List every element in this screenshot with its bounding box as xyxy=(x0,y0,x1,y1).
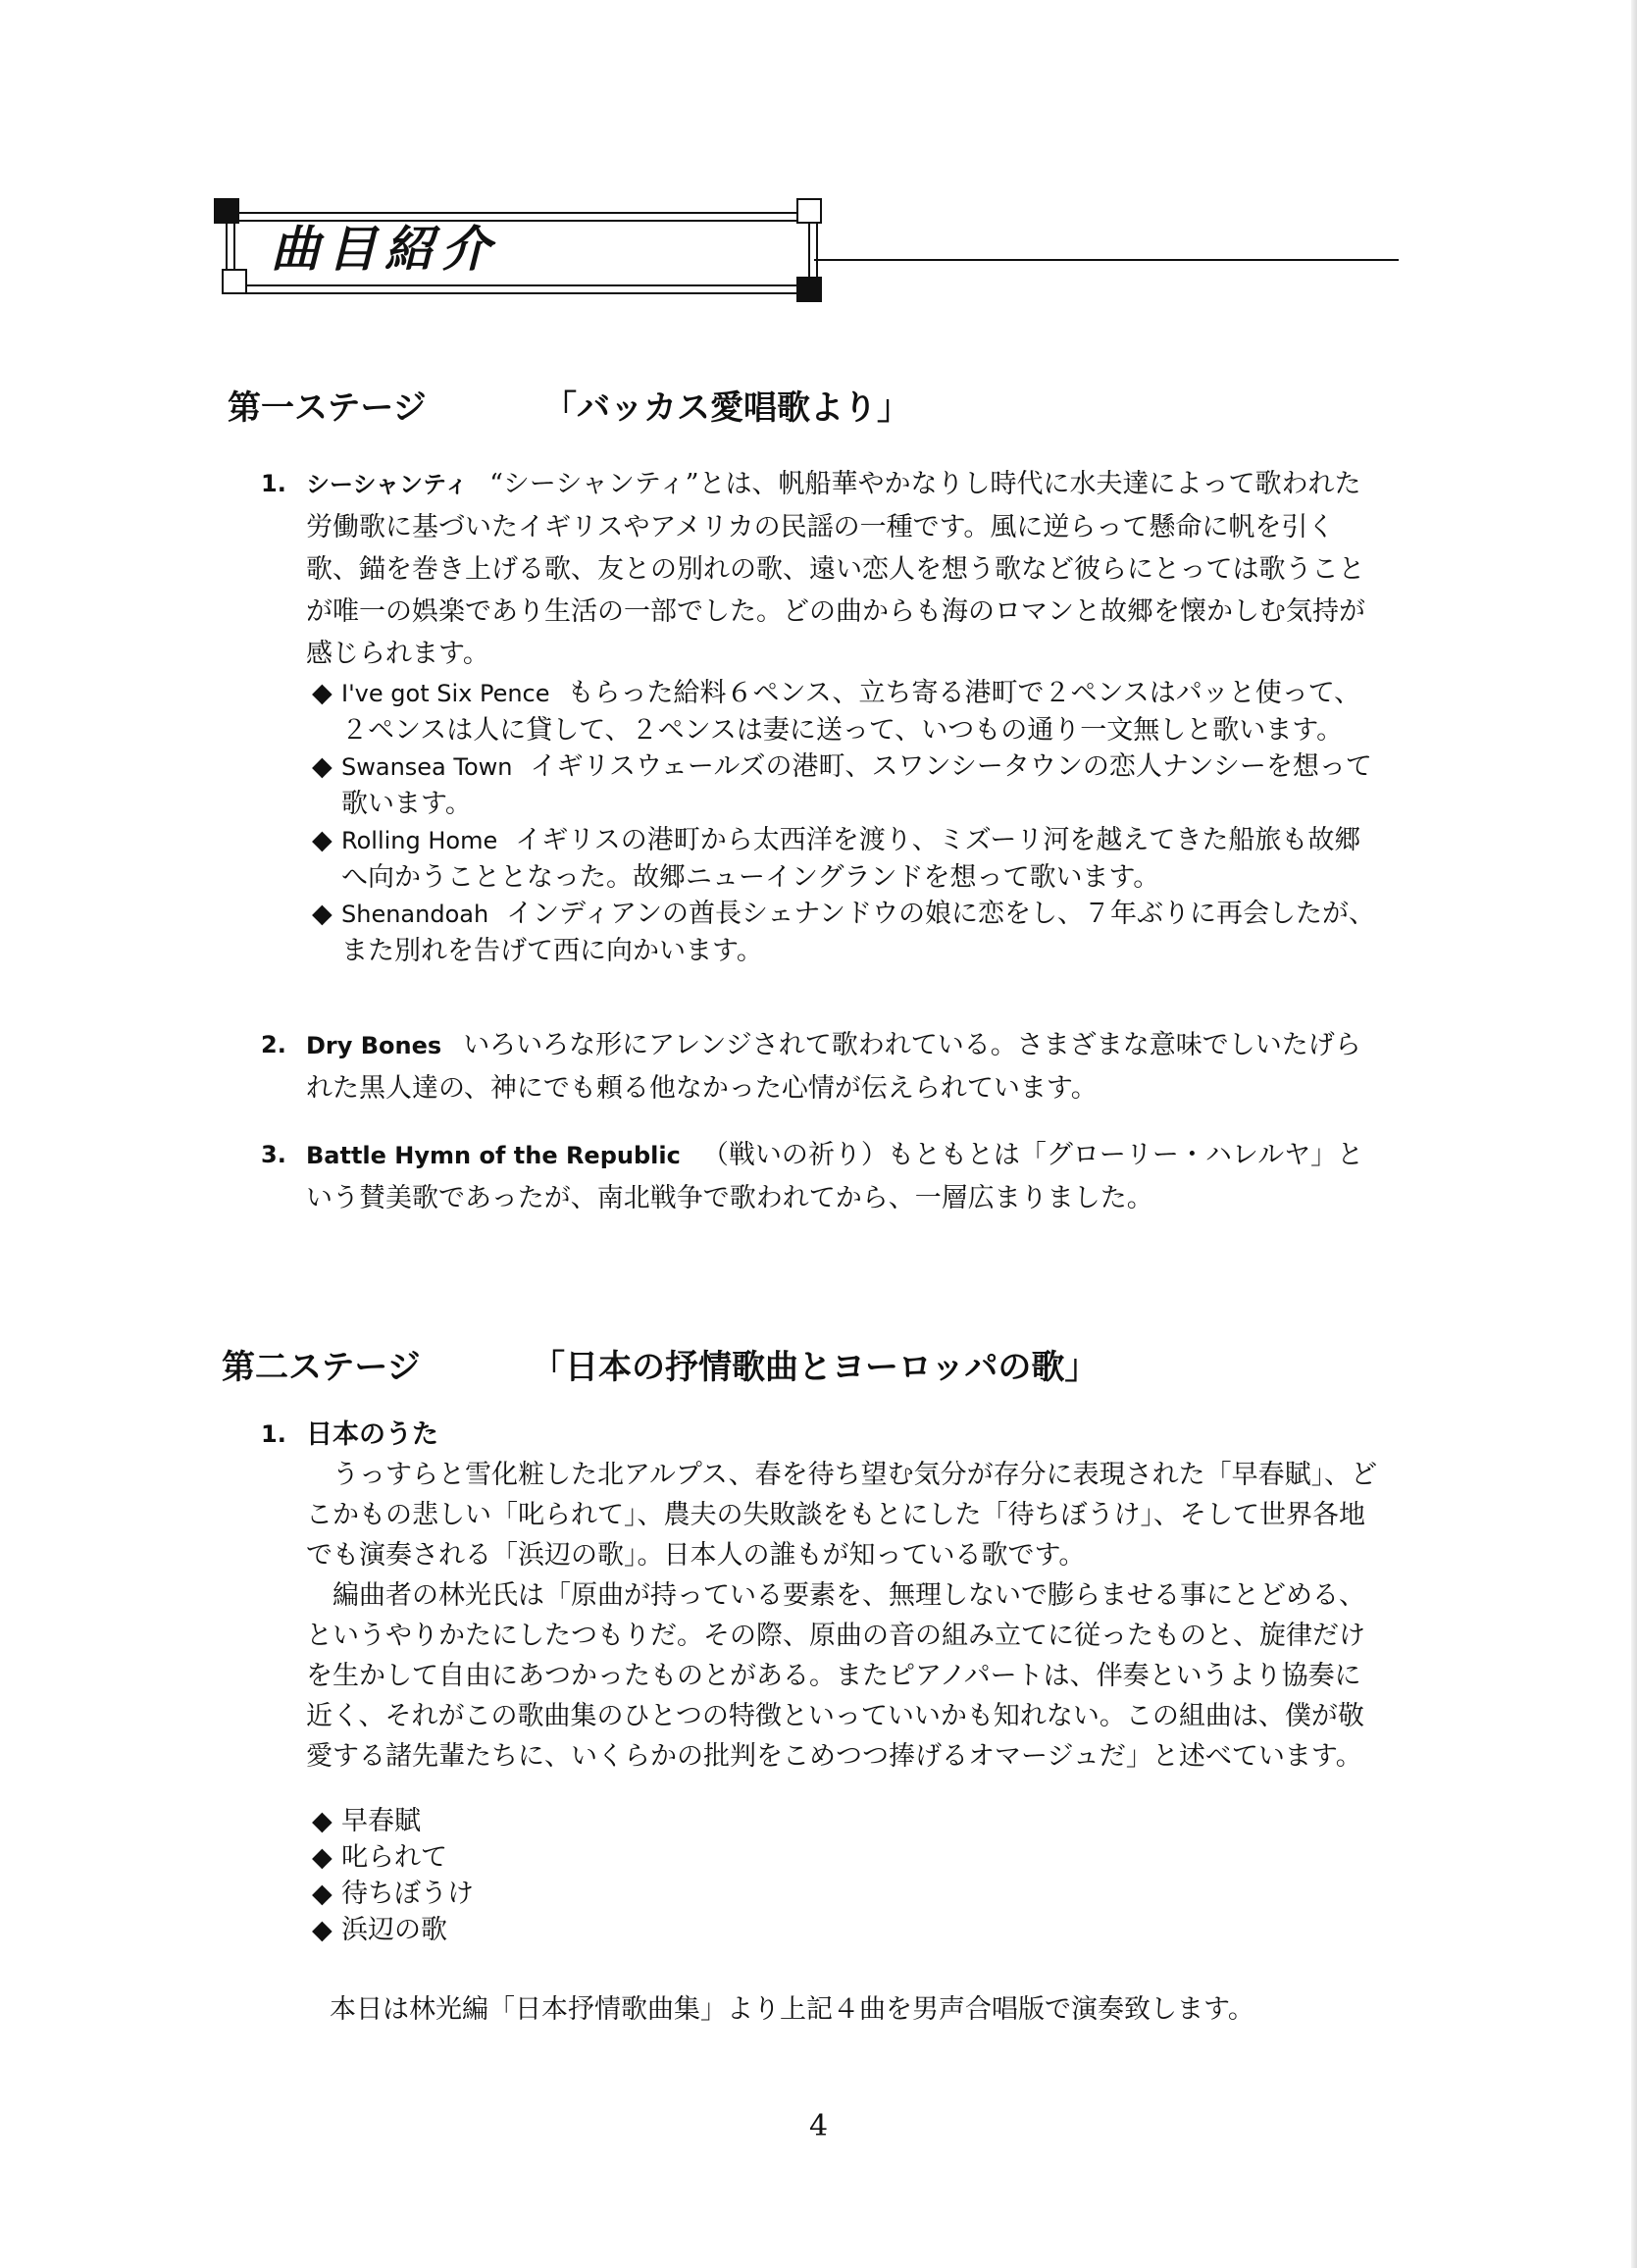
list-item xyxy=(312,748,1385,822)
item-number: 3. xyxy=(261,1141,286,1168)
item-title: シーシャンティ xyxy=(306,471,469,498)
corner-square-black xyxy=(214,198,239,224)
item-title: Battle Hymn of the Republic xyxy=(306,1142,681,1169)
item-title: 日本のうた xyxy=(306,1419,438,1450)
diamond-bullet-icon: ◆ xyxy=(312,899,333,929)
stage1-heading xyxy=(228,381,910,429)
item-body: （戦いの祈り）もともとは「グローリー・ハレルヤ」という賛美歌であったが、南北戦争で歌われてから、一層広まりました。 xyxy=(306,1140,1364,1213)
stage1-item-3 xyxy=(261,1134,1385,1219)
item-number: 2. xyxy=(261,1031,286,1058)
song-title: Shenandoah xyxy=(341,901,489,928)
list-item xyxy=(312,675,1385,748)
stage1-item-2 xyxy=(261,1024,1385,1109)
diamond-bullet-icon: ◆ xyxy=(312,825,333,855)
corner-square-black xyxy=(796,277,822,302)
list-item xyxy=(312,896,1385,969)
list-item xyxy=(312,1839,474,1876)
song-title: 浜辺の歌 xyxy=(341,1915,447,1945)
page-edge xyxy=(1631,0,1637,2268)
song-title: I've got Six Pence xyxy=(341,680,550,707)
stage2-name: 「日本の抒情歌曲とヨーロッパの歌」 xyxy=(532,1348,1099,1387)
item-title: Dry Bones xyxy=(306,1032,442,1059)
song-title: Rolling Home xyxy=(341,827,498,854)
diamond-bullet-icon: ◆ xyxy=(312,1879,333,1909)
list-item xyxy=(312,822,1385,896)
corner-square-white xyxy=(796,198,822,224)
item-body: “シーシャンティ”とは、帆船華やかなりし時代に水夫達によって歌われた労働歌に基づいたイギリスやアメリカの民謡の一種です。風に逆らって懸命に帆を引く歌、錨を巻き上げる歌、友との別れの歌、遠い恋人を想う歌など彼らにとっては歌うことが唯一の娯楽であり生活の一部でした。どの曲からも海のロマンと故郷を懐かしむ気持が感じられます。 xyxy=(306,469,1365,669)
stage2-song-list xyxy=(312,1803,474,1948)
diamond-bullet-icon: ◆ xyxy=(312,678,333,708)
page-title: 曲目紹介 xyxy=(271,220,498,278)
stage2-item-1 xyxy=(261,1415,1385,1777)
item-number: 1. xyxy=(261,470,286,497)
diamond-bullet-icon: ◆ xyxy=(312,751,333,782)
item-body: いろいろな形にアレンジされて歌われている。さまざまな意味でしいたげられた黒人達の、神にでも頼る他なかった心情が伝えられています。 xyxy=(306,1030,1361,1104)
item-paragraph: うっすらと雪化粧した北アルプス、春を待ち望む気分が存分に表現された「早春賦」、どこかもの悲しい「叱られて」、農夫の失敗談をもとにした「待ちぼうけ」、そして世界各地でも演奏される「浜辺の歌」。日本人の誰もが知っている歌です。 xyxy=(306,1460,1378,1571)
song-description: インディアンの酋長シェナンドウの娘に恋をし、７年ぶりに再会したが、また別れを告げて西に向かいます。 xyxy=(341,899,1376,966)
diamond-bullet-icon: ◆ xyxy=(312,1842,333,1873)
song-title: 叱られて xyxy=(341,1842,447,1873)
title-emblem xyxy=(214,192,1401,310)
song-title: 待ちぼうけ xyxy=(341,1879,474,1909)
song-title: 早春賦 xyxy=(341,1806,421,1836)
song-description: もらった給料６ペンス、立ち寄る港町で２ペンスはパッと使って、２ペンスは人に貸して、２ペンスは妻に送って、いつもの通り一文無しと歌います。 xyxy=(341,678,1361,746)
closing-note: 本日は林光編「日本抒情歌曲集」より上記４曲を男声合唱版で演奏致します。 xyxy=(330,1994,1254,2025)
item-number: 1. xyxy=(261,1420,286,1448)
stage1-item-1-subitems xyxy=(312,675,1385,969)
stage2-label: 第二ステージ xyxy=(222,1348,421,1387)
stage1-name: 「バッカス愛唱歌より」 xyxy=(543,388,910,428)
song-description: イギリスウェールズの港町、スワンシータウンの恋人ナンシーを想って歌います。 xyxy=(341,751,1372,819)
diamond-bullet-icon: ◆ xyxy=(312,1915,333,1945)
list-item xyxy=(312,1912,474,1948)
list-item xyxy=(312,1803,474,1839)
diamond-bullet-icon: ◆ xyxy=(312,1806,333,1836)
title-rule xyxy=(814,259,1399,261)
stage1-label: 第一ステージ xyxy=(228,388,427,428)
stage2-heading xyxy=(222,1340,1098,1388)
item-paragraph: 編曲者の林光氏は「原曲が持っている要素を、無理しないで膨らませる事にとどめる、というやりかたにしたつもりだ。その際、原曲の音の組み立てに従ったものと、旋律だけを生かして自由にあつかったものとがある。またピアノパートは、伴奏というより協奏に近く、それがこの歌曲集のひとつの特徴といっていいかも知れない。この組曲は、僕が敬愛する諸先輩たちに、いくらかの批判をこめつつ捧げるオマージュだ」と述べています。 xyxy=(306,1580,1365,1772)
song-description: イギリスの港町から太西洋を渡り、ミズーリ河を越えてきた船旅も故郷へ向かうこととなった。故郷ニューイングランドを想って歌います。 xyxy=(341,825,1361,893)
page-number: 4 xyxy=(808,2109,829,2143)
stage1-item-1 xyxy=(261,463,1385,675)
list-item xyxy=(312,1876,474,1912)
corner-square-white xyxy=(222,269,247,294)
song-title: Swansea Town xyxy=(341,753,513,781)
